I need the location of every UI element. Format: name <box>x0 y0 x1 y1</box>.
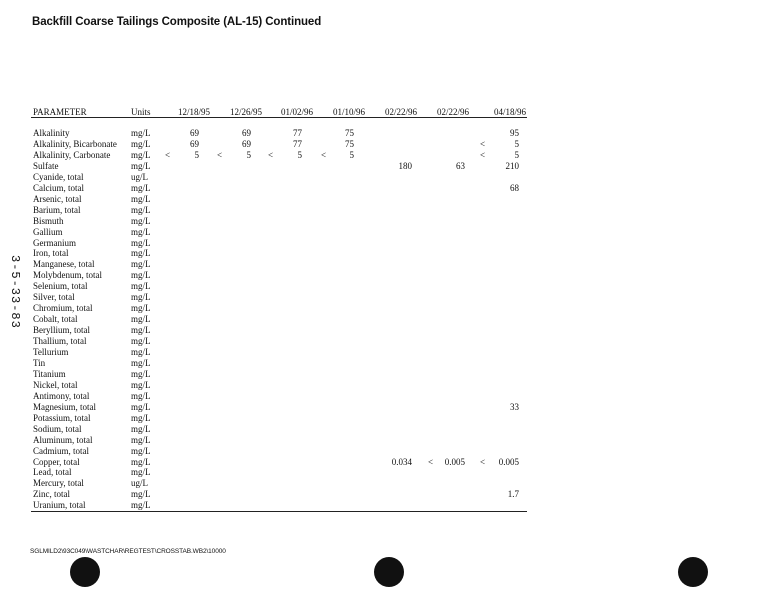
parameter-unit: mg/L <box>131 237 151 248</box>
parameter-name: Tellurium <box>33 347 69 357</box>
table-row <box>0 457 775 468</box>
parameter-name: Aluminum, total <box>33 434 93 445</box>
measurement-value: 5 <box>194 149 199 160</box>
measurement-value: 0.034 <box>391 456 412 467</box>
table-row <box>0 478 775 489</box>
measurement-value: 69 <box>242 138 251 149</box>
table-row <box>0 424 775 435</box>
parameter-unit: mg/L <box>131 412 151 423</box>
measurement-value: 0.005 <box>498 456 519 467</box>
date-header: 12/18/95 <box>177 107 210 117</box>
parameter-unit: mg/L <box>131 270 151 281</box>
page-title: Backfill Coarse Tailings Composite (AL-15) Continued <box>32 16 322 28</box>
parameter-unit: mg/L <box>131 149 151 160</box>
parameter-name: Selenium, total <box>33 281 88 292</box>
parameter-unit: mg/L <box>131 336 151 347</box>
table-row <box>0 446 775 457</box>
units-header: Units <box>131 107 151 117</box>
parameter-name: Manganese, total <box>33 259 95 270</box>
parameter-name: Silver, total <box>33 292 75 303</box>
footer-path: SGLMILD2\93C049\WASTCHAR\REGTEST\CROSSTAB.WB2\10000 <box>30 548 226 555</box>
parameter-unit: mg/L <box>131 456 151 467</box>
less-than-qualifier: < <box>480 138 486 149</box>
table-row <box>0 270 775 281</box>
parameter-unit: mg/L <box>131 325 151 336</box>
table-row <box>0 325 775 336</box>
table-row <box>0 500 775 511</box>
parameter-unit: mg/L <box>131 500 151 511</box>
parameter-unit: mg/L <box>131 303 151 314</box>
measurement-value: 210 <box>505 160 519 171</box>
parameter-name: Zinc, total <box>33 489 70 500</box>
less-than-qualifier: < <box>217 149 223 160</box>
parameter-unit: mg/L <box>131 489 151 500</box>
table-row <box>0 358 775 369</box>
table-row <box>0 402 775 413</box>
parameter-name: Potassium, total <box>33 412 91 423</box>
parameter-unit: mg/L <box>131 226 151 237</box>
date-header: 01/10/96 <box>332 107 365 117</box>
measurement-value: 5 <box>514 149 519 160</box>
table-top-rule <box>31 117 527 118</box>
table-row <box>0 336 775 347</box>
binder-hole-right <box>678 557 708 587</box>
parameter-name: Magnesium, total <box>33 401 96 412</box>
table-row <box>0 216 775 227</box>
table-row <box>0 238 775 249</box>
parameter-unit: mg/L <box>131 215 151 226</box>
parameter-unit: mg/L <box>131 128 151 138</box>
table-row <box>0 259 775 270</box>
measurement-value: 95 <box>510 128 519 138</box>
parameter-name: Calcium, total <box>33 182 84 193</box>
date-header: 12/26/95 <box>229 107 262 117</box>
parameter-name: Nickel, total <box>33 379 78 390</box>
parameter-unit: mg/L <box>131 357 151 368</box>
measurement-value: 75 <box>345 128 354 138</box>
parameter-unit: mg/L <box>131 423 151 434</box>
parameter-name: Gallium <box>33 226 63 237</box>
table-row <box>0 489 775 500</box>
measurement-value: 63 <box>456 160 465 171</box>
table-row <box>0 380 775 391</box>
table-row <box>0 303 775 314</box>
parameter-name: Chromium, total <box>33 303 93 314</box>
measurement-value: 69 <box>242 128 251 138</box>
parameter-unit: ug/L <box>131 171 148 182</box>
parameter-name: Arsenic, total <box>33 193 82 204</box>
table-row <box>0 172 775 183</box>
parameter-unit: mg/L <box>131 160 151 171</box>
parameter-name: Alkalinity, Bicarbonate <box>33 138 117 149</box>
table-row <box>0 150 775 161</box>
measurement-value: 68 <box>510 182 519 193</box>
table-row <box>0 139 775 150</box>
parameter-name: Sodium, total <box>33 423 82 434</box>
table-row <box>0 435 775 446</box>
measurement-value: 69 <box>190 138 199 149</box>
date-header: 02/22/96 <box>436 107 469 117</box>
table-row <box>0 161 775 172</box>
parameter-name: Titanium <box>33 368 66 379</box>
date-header: 04/18/96 <box>493 107 526 117</box>
binder-hole-left <box>70 557 100 587</box>
parameter-name: Molybdenum, total <box>33 270 102 281</box>
parameter-unit: mg/L <box>131 292 151 303</box>
measurement-value: 75 <box>345 138 354 149</box>
date-header: 01/02/96 <box>280 107 313 117</box>
parameter-unit: mg/L <box>131 368 151 379</box>
measurement-value: 1.7 <box>507 489 519 500</box>
table-row <box>0 413 775 424</box>
parameter-unit: mg/L <box>131 401 151 412</box>
table-row <box>0 128 775 139</box>
table-row <box>0 248 775 259</box>
table-row <box>0 467 775 478</box>
parameter-name: Barium, total <box>33 204 81 215</box>
parameter-unit: mg/L <box>131 434 151 445</box>
table-row <box>0 292 775 303</box>
parameter-name: Uranium, total <box>33 500 86 511</box>
table-row <box>0 369 775 380</box>
parameter-name: Thallium, total <box>33 336 87 347</box>
less-than-qualifier: < <box>268 149 274 160</box>
parameter-name: Antimony, total <box>33 390 90 401</box>
less-than-qualifier: < <box>321 149 327 160</box>
measurement-value: 77 <box>293 128 302 138</box>
binder-hole-center <box>374 557 404 587</box>
parameter-unit: mg/L <box>131 193 151 204</box>
table-row <box>0 194 775 205</box>
measurement-value: 5 <box>297 149 302 160</box>
side-stamp: 3-5-33-83 <box>8 255 22 329</box>
parameter-unit: mg/L <box>131 281 151 292</box>
measurement-value: 5 <box>246 149 251 160</box>
less-than-qualifier: < <box>165 149 171 160</box>
parameter-name: Tin <box>33 357 46 368</box>
parameter-unit: mg/L <box>131 204 151 215</box>
parameter-header: PARAMETER <box>33 107 87 117</box>
parameter-unit: mg/L <box>131 248 151 259</box>
measurement-value: 5 <box>514 138 519 149</box>
parameter-unit: ug/L <box>131 478 148 489</box>
parameter-unit: mg/L <box>131 379 151 390</box>
less-than-qualifier: < <box>480 456 486 467</box>
parameter-name: Iron, total <box>33 248 69 259</box>
measurement-value: 69 <box>190 128 199 138</box>
table-row <box>0 227 775 238</box>
table-row <box>0 347 775 358</box>
measurement-value: 33 <box>510 401 519 412</box>
measurement-value: 5 <box>349 149 354 160</box>
parameter-unit: mg/L <box>131 314 151 325</box>
parameter-name: Cyanide, total <box>33 171 84 182</box>
parameter-name: Beryllium, total <box>33 325 90 336</box>
parameter-name: Sulfate <box>33 160 59 171</box>
table-row <box>0 314 775 325</box>
parameter-unit: mg/L <box>131 259 151 270</box>
table-row <box>0 391 775 402</box>
parameter-name: Bismuth <box>33 215 64 226</box>
parameter-name: Cobalt, total <box>33 314 78 325</box>
parameter-name: Copper, total <box>33 456 80 467</box>
table-row <box>0 183 775 194</box>
table-row <box>0 205 775 216</box>
parameter-unit: mg/L <box>131 445 151 456</box>
less-than-qualifier: < <box>428 456 434 467</box>
table-row <box>0 281 775 292</box>
parameter-unit: mg/L <box>131 347 151 357</box>
parameter-unit: mg/L <box>131 467 151 478</box>
less-than-qualifier: < <box>480 149 486 160</box>
parameter-name: Lead, total <box>33 467 72 478</box>
parameter-unit: mg/L <box>131 138 151 149</box>
parameter-name: Cadmium, total <box>33 445 89 456</box>
parameter-name: Mercury, total <box>33 478 84 489</box>
measurement-value: 180 <box>398 160 412 171</box>
date-header: 02/22/96 <box>384 107 417 117</box>
parameter-unit: mg/L <box>131 182 151 193</box>
parameter-name: Germanium <box>33 237 76 248</box>
parameter-name: Alkalinity <box>33 128 70 138</box>
measurement-value: 0.005 <box>444 456 465 467</box>
parameter-name: Alkalinity, Carbonate <box>33 149 111 160</box>
measurement-value: 77 <box>293 138 302 149</box>
parameter-unit: mg/L <box>131 390 151 401</box>
